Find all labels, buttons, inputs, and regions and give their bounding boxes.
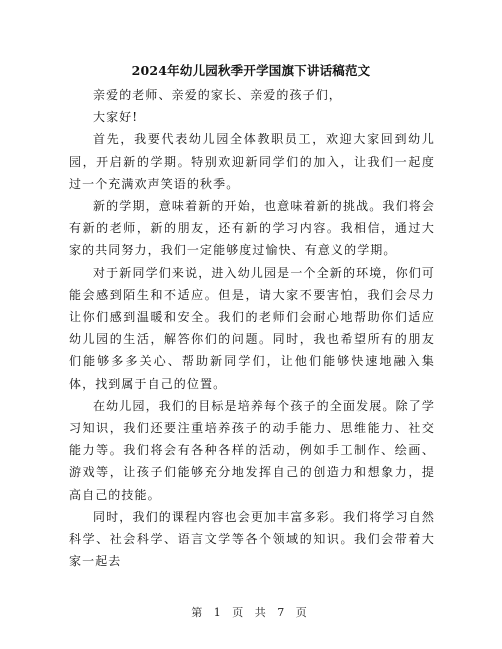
document-body	[69, 84, 435, 572]
paragraph-greeting: 亲爱的老师、亲爱的家长、亲爱的孩子们，	[93, 88, 342, 102]
paragraph-new-students: 对于新同学们来说，进入幼儿园是一个全新的环境，你们可能会感到陌生和不适应。但是，请大家不要害怕，我们会尽力让你们感到温暖和安全。我们的老师们会耐心地帮助你们适应幼儿园的生活，解答你们的问题。同时，我也希望所有的朋友们能够多多关心、帮助新同学们，让他们能够快速地融入集体，找到属于自己的位置。	[69, 265, 435, 391]
paragraph-welcome: 首先，我要代表幼儿园全体教职员工，欢迎大家回到幼儿园，开启新的学期。特别欢迎新同学们的加入，让我们一起度过一个充满欢声笑语的秋季。	[69, 132, 435, 191]
paragraph-goals: 在幼儿园，我们的目标是培养每个孩子的全面发展。除了学习知识，我们还要注重培养孩子的动手能力、思维能力、社交能力等。我们将会有各种各样的活动，例如手工制作、绘画、游戏等，让孩子们能够充分地发挥自己的创造力和想象力，提高自己的技能。	[69, 398, 435, 502]
document-title: 2024年幼儿园秋季开学国旗下讲话稿范文	[131, 63, 371, 78]
page-number: 第 1 页 共 7 页	[191, 606, 311, 619]
paragraph-curriculum: 同时，我们的课程内容也会更加丰富多彩。我们将学习自然科学、社会科学、语言文学等各个领域的知识。我们会带着大家一起去	[69, 509, 435, 569]
paragraph-new-term: 新的学期，意味着新的开始，也意味着新的挑战。我们将会有新的老师，新的朋友，还有新的学习内容。我相信，通过大家的共同努力，我们一定能够度过愉快、有意义的学期。	[69, 199, 435, 258]
paragraph-hello: 大家好!	[93, 110, 139, 125]
